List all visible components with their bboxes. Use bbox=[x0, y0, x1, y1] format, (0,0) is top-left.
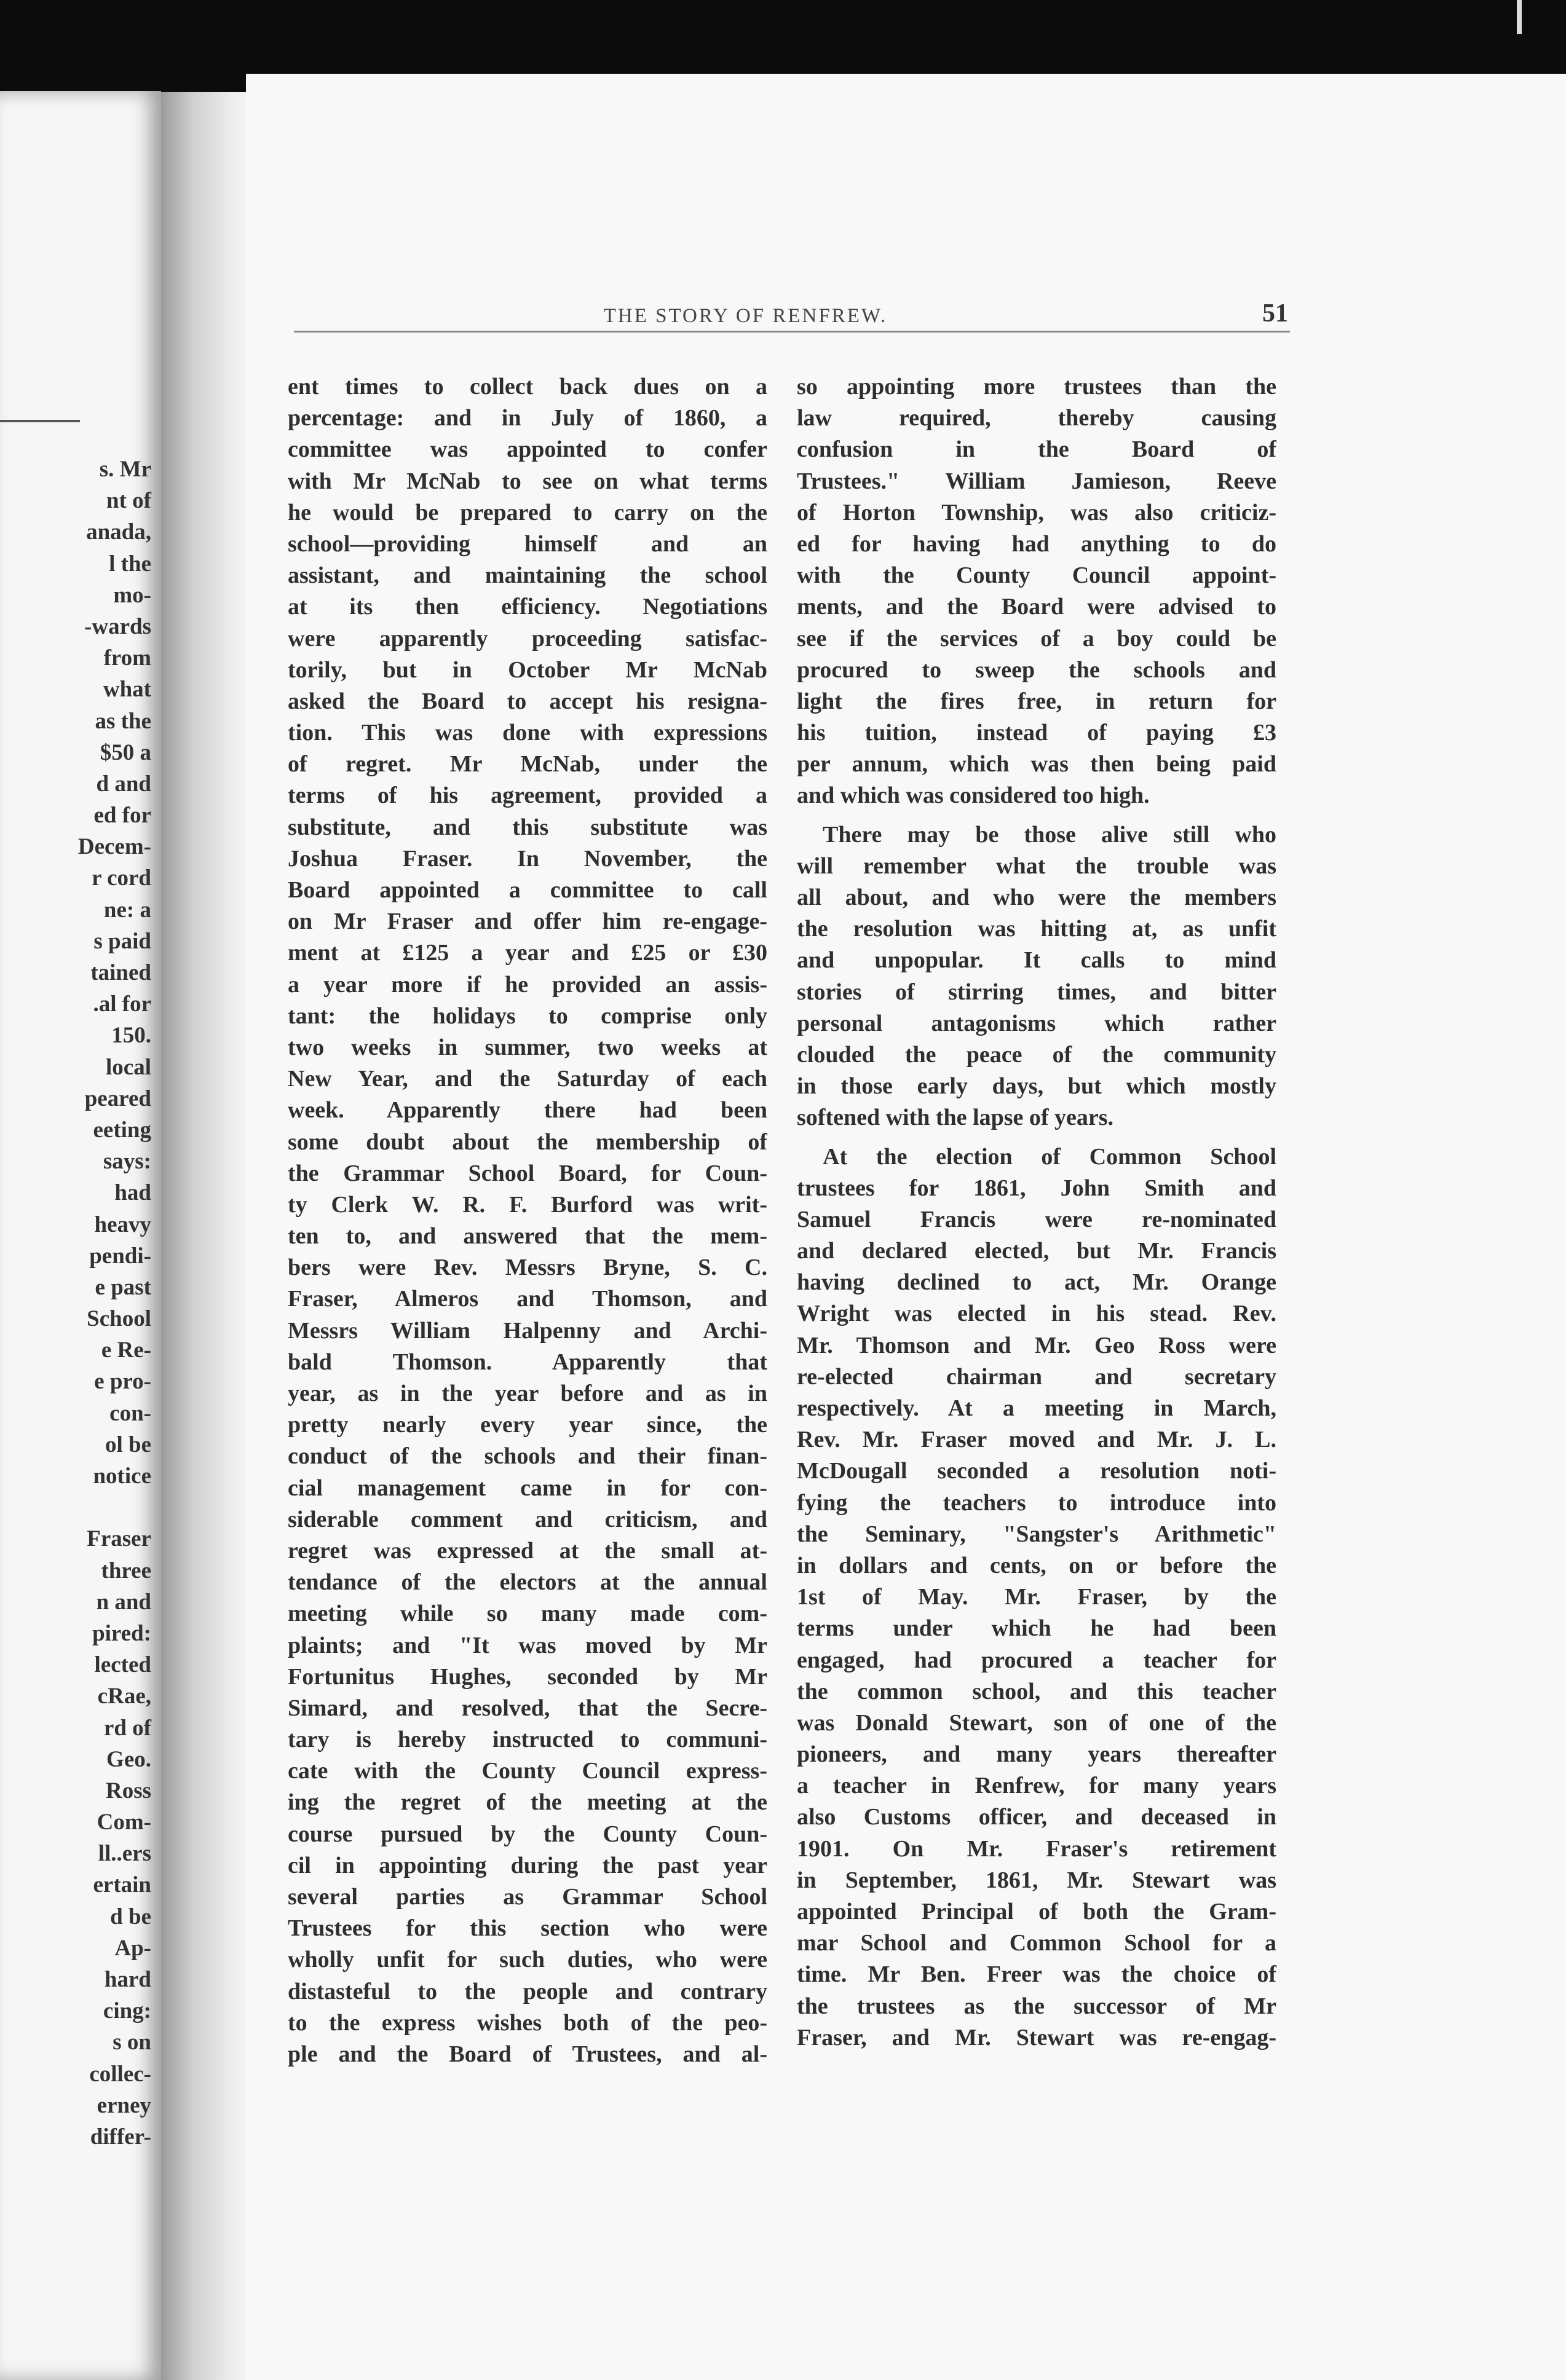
text-line: Trustees for this section who were bbox=[288, 1915, 767, 1942]
paragraph-gap bbox=[797, 812, 1276, 819]
text-line: tary is hereby instructed to communi- bbox=[288, 1727, 767, 1753]
text-line: respectively. At a meeting in March, bbox=[797, 1395, 1276, 1421]
previous-page-line: d be bbox=[110, 1904, 151, 1929]
text-line: law required, thereby causing bbox=[797, 405, 1276, 431]
previous-page-line: mo- bbox=[113, 582, 151, 608]
previous-page-line: erney bbox=[97, 2092, 151, 2118]
text-line: several parties as Grammar School bbox=[288, 1884, 767, 1910]
text-line: the trustees as the successor of Mr bbox=[797, 1993, 1276, 2019]
text-line: time. Mr Ben. Freer was the choice of bbox=[797, 1961, 1276, 1988]
text-line: tant: the holidays to comprise only bbox=[288, 1003, 767, 1029]
text-line: There may be those alive still who bbox=[823, 821, 1276, 848]
previous-page-line: ll..ers bbox=[98, 1841, 151, 1867]
previous-page-line: had bbox=[114, 1180, 151, 1206]
previous-page-line: -wards bbox=[84, 613, 151, 639]
book-page bbox=[246, 74, 1566, 2380]
header-rule bbox=[294, 331, 1290, 333]
previous-page-line: Ap- bbox=[114, 1935, 151, 1961]
text-line: New Year, and the Saturday of each bbox=[288, 1066, 767, 1092]
text-line: year, as in the year before and as in bbox=[288, 1381, 767, 1406]
text-line: Wright was elected in his stead. Rev. bbox=[797, 1301, 1276, 1327]
text-line: pioneers, and many years thereafter bbox=[797, 1741, 1276, 1768]
text-line: meeting while so many made com- bbox=[288, 1601, 767, 1627]
text-line: he would be prepared to carry on the bbox=[288, 499, 767, 526]
text-line: ent times to collect back dues on a bbox=[288, 374, 767, 400]
previous-page-line: heavy bbox=[94, 1212, 151, 1237]
text-line: see if the services of a boy could be bbox=[797, 625, 1276, 652]
text-column-right bbox=[797, 371, 1276, 2054]
text-line: Messrs William Halpenny and Archi- bbox=[288, 1317, 767, 1344]
text-line: cate with the County Council express- bbox=[288, 1758, 767, 1784]
text-line: Fortunitus Hughes, seconded by Mr bbox=[288, 1663, 767, 1690]
text-line: bers were Rev. Messrs Bryne, S. C. bbox=[288, 1255, 767, 1281]
text-line: also Customs officer, and deceased in bbox=[797, 1804, 1276, 1830]
previous-page-line: lected bbox=[94, 1652, 151, 1678]
previous-page-line: s on bbox=[113, 2030, 151, 2055]
previous-page-line: Geo. bbox=[106, 1746, 151, 1772]
text-column-left bbox=[288, 371, 767, 2070]
text-line: asked the Board to accept his resigna- bbox=[288, 688, 767, 714]
text-line: on Mr Fraser and offer him re-engage- bbox=[288, 908, 767, 935]
text-line: percentage: and in July of 1860, a bbox=[288, 405, 767, 431]
text-line: confusion in the Board of bbox=[797, 436, 1276, 463]
text-line: ple and the Board of Trustees, and al- bbox=[288, 2041, 767, 2067]
text-line: Board appointed a committee to call bbox=[288, 877, 767, 903]
book-gutter bbox=[161, 92, 253, 2380]
previous-page-line: anada, bbox=[86, 519, 151, 545]
text-line: of Horton Township, was also criticiz- bbox=[797, 499, 1276, 526]
text-line: with Mr McNab to see on what terms bbox=[288, 468, 767, 494]
text-line: of regret. Mr McNab, under the bbox=[288, 751, 767, 778]
previous-page-line: Fraser bbox=[87, 1526, 151, 1552]
previous-page-line: local bbox=[106, 1054, 151, 1080]
previous-page-line: s paid bbox=[93, 928, 151, 954]
text-line: the common school, and this teacher bbox=[797, 1678, 1276, 1704]
running-head: THE STORY OF RENFREW. bbox=[603, 305, 888, 327]
text-line: a year more if he provided an assis- bbox=[288, 971, 767, 998]
previous-page-line: Decem- bbox=[77, 834, 151, 860]
previous-page-line: cRae, bbox=[97, 1684, 151, 1709]
text-line: ed for having had anything to do bbox=[797, 530, 1276, 557]
previous-page-line: rd of bbox=[103, 1715, 151, 1741]
text-line: tion. This was done with expressions bbox=[288, 720, 767, 746]
text-line: regret was expressed at the small at- bbox=[288, 1537, 767, 1564]
text-line: a teacher in Renfrew, for many years bbox=[797, 1773, 1276, 1799]
text-line: to the express wishes both of the peo- bbox=[288, 2009, 767, 2036]
previous-page-line: ertain bbox=[93, 1872, 151, 1898]
text-line: torily, but in October Mr McNab bbox=[288, 656, 767, 683]
text-line: assistant, and maintaining the school bbox=[288, 562, 767, 589]
previous-page-edge bbox=[0, 91, 161, 2380]
previous-page-line: $50 a bbox=[100, 739, 151, 765]
text-line: school—providing himself and an bbox=[288, 530, 767, 557]
text-line: course pursued by the County Coun- bbox=[288, 1821, 767, 1847]
text-line: bald Thomson. Apparently that bbox=[288, 1349, 767, 1375]
previous-page-text bbox=[4, 454, 151, 2153]
text-line: cial management came in for con- bbox=[288, 1475, 767, 1501]
text-line: committee was appointed to confer bbox=[288, 436, 767, 463]
text-line: in September, 1861, Mr. Stewart was bbox=[797, 1867, 1276, 1893]
text-line: procured to sweep the schools and bbox=[797, 656, 1276, 683]
text-line: were apparently proceeding satisfac- bbox=[288, 625, 767, 652]
text-line: 1st of May. Mr. Fraser, by the bbox=[797, 1584, 1276, 1610]
text-line: ments, and the Board were advised to bbox=[797, 594, 1276, 620]
previous-page-line: eeting bbox=[93, 1117, 151, 1143]
text-line: some doubt about the membership of bbox=[288, 1129, 767, 1155]
text-line: was Donald Stewart, son of one of the bbox=[797, 1709, 1276, 1736]
previous-page-line: says: bbox=[103, 1149, 151, 1175]
previous-page-line: r cord bbox=[92, 865, 151, 891]
previous-page-line: .al for bbox=[93, 991, 151, 1017]
text-line: and declared elected, but Mr. Francis bbox=[797, 1238, 1276, 1264]
previous-page-line: s. Mr bbox=[99, 457, 151, 482]
text-line: McDougall seconded a resolution noti- bbox=[797, 1458, 1276, 1484]
previous-page-line: differ- bbox=[90, 2124, 151, 2149]
text-line: trustees for 1861, John Smith and bbox=[797, 1175, 1276, 1201]
text-line: at its then efficiency. Negotiations bbox=[288, 594, 767, 620]
previous-page-line: from bbox=[103, 645, 151, 671]
previous-page-line: nt of bbox=[106, 488, 151, 514]
text-line: Rev. Mr. Fraser moved and Mr. J. L. bbox=[797, 1427, 1276, 1453]
page-number: 51 bbox=[1262, 299, 1288, 328]
text-line: week. Apparently there had been bbox=[288, 1097, 767, 1124]
text-line: in those early days, but which mostly bbox=[797, 1073, 1276, 1100]
text-line: At the election of Common School bbox=[823, 1143, 1276, 1170]
text-line: in dollars and cents, on or before the bbox=[797, 1552, 1276, 1578]
text-line: the Grammar School Board, for Coun- bbox=[288, 1160, 767, 1186]
text-line: Simard, and resolved, that the Secre- bbox=[288, 1695, 767, 1721]
previous-page-line: tained bbox=[90, 960, 151, 985]
text-line: two weeks in summer, two weeks at bbox=[288, 1034, 767, 1060]
text-line: tendance of the electors at the annual bbox=[288, 1569, 767, 1596]
previous-page-line: n and bbox=[96, 1589, 151, 1615]
text-line: softened with the lapse of years. bbox=[797, 1105, 1114, 1131]
previous-page-line: peared bbox=[84, 1086, 151, 1111]
previous-page-line: e past bbox=[95, 1274, 151, 1300]
text-line: Samuel Francis were re-nominated bbox=[797, 1206, 1276, 1232]
previous-page-line: pendi- bbox=[89, 1243, 151, 1269]
text-line: cil in appointing during the past year bbox=[288, 1852, 767, 1878]
previous-page-line: hard bbox=[104, 1967, 151, 1992]
previous-page-line: cing: bbox=[103, 1998, 151, 2024]
previous-page-line: notice bbox=[93, 1464, 151, 1489]
text-line: Joshua Fraser. In November, the bbox=[288, 845, 767, 872]
previous-page-line: l the bbox=[109, 551, 151, 577]
text-line: Fraser, and Mr. Stewart was re-engag- bbox=[797, 2024, 1276, 2051]
previous-page-line: d and bbox=[96, 771, 151, 797]
text-line: ty Clerk W. R. F. Burford was writ- bbox=[288, 1191, 767, 1218]
text-line: terms under which he had been bbox=[797, 1615, 1276, 1642]
text-line: so appointing more trustees than the bbox=[797, 374, 1276, 400]
previous-page-line: School bbox=[87, 1306, 151, 1332]
previous-page-line: ol be bbox=[105, 1432, 151, 1457]
text-line: substitute, and this substitute was bbox=[288, 814, 767, 840]
text-line: 1901. On Mr. Fraser's retirement bbox=[797, 1835, 1276, 1862]
text-line: plaints; and "It was moved by Mr bbox=[288, 1632, 767, 1658]
text-line: personal antagonisms which rather bbox=[797, 1010, 1276, 1036]
text-line: engaged, had procured a teacher for bbox=[797, 1647, 1276, 1673]
text-line: all about, and who were the members bbox=[797, 885, 1276, 910]
text-line: conduct of the schools and their finan- bbox=[288, 1443, 767, 1470]
text-line: will remember what the trouble was bbox=[797, 853, 1276, 879]
previous-page-line: ne: a bbox=[103, 897, 151, 923]
text-line: fying the teachers to introduce into bbox=[797, 1489, 1276, 1516]
previous-page-line: ed for bbox=[93, 803, 151, 829]
text-line: clouded the peace of the community bbox=[797, 1041, 1276, 1068]
text-line: the resolution was hitting at, as unfit bbox=[797, 916, 1276, 942]
text-line: Trustees." William Jamieson, Reeve bbox=[797, 468, 1276, 494]
text-line: mar School and Common School for a bbox=[797, 1930, 1276, 1956]
previous-page-line: pired: bbox=[92, 1620, 151, 1646]
text-line: ment at £125 a year and £25 or £30 bbox=[288, 940, 767, 966]
previous-page-line bbox=[4, 1492, 151, 1523]
text-line: with the County Council appoint- bbox=[797, 562, 1276, 589]
text-line: stories of stirring times, and bitter bbox=[797, 979, 1276, 1005]
scan-artifact bbox=[1517, 0, 1522, 34]
text-line: wholly unfit for such duties, who were bbox=[288, 1947, 767, 1973]
text-line: Fraser, Almeros and Thomson, and bbox=[288, 1286, 767, 1312]
text-line: Mr. Thomson and Mr. Geo Ross were bbox=[797, 1332, 1276, 1358]
text-line: and unpopular. It calls to mind bbox=[797, 947, 1276, 974]
text-line: siderable comment and criticism, and bbox=[288, 1506, 767, 1532]
previous-page-line: con- bbox=[109, 1400, 151, 1426]
previous-page-line: e pro- bbox=[94, 1369, 151, 1395]
text-line: having declined to act, Mr. Orange bbox=[797, 1269, 1276, 1296]
previous-page-line: Ross bbox=[105, 1778, 151, 1803]
previous-page-line: Com- bbox=[97, 1810, 151, 1835]
previous-page-rule bbox=[0, 420, 80, 422]
text-line: pretty nearly every year since, the bbox=[288, 1412, 767, 1438]
text-line: light the fires free, in return for bbox=[797, 688, 1276, 714]
previous-page-line: collec- bbox=[89, 2061, 151, 2087]
text-line: ten to, and answered that the mem- bbox=[288, 1223, 767, 1250]
previous-page-line: as the bbox=[95, 708, 151, 734]
previous-page-line: e Re- bbox=[101, 1338, 151, 1363]
text-line: and which was considered too high. bbox=[797, 782, 1150, 809]
text-line: ing the regret of the meeting at the bbox=[288, 1789, 767, 1816]
text-line: re-elected chairman and secretary bbox=[797, 1363, 1276, 1390]
text-line: per annum, which was then being paid bbox=[797, 751, 1276, 778]
text-line: his tuition, instead of paying £3 bbox=[797, 720, 1276, 746]
previous-page-line: what bbox=[103, 677, 151, 703]
paragraph-gap bbox=[797, 1134, 1276, 1141]
text-line: distasteful to the people and contrary bbox=[288, 1978, 767, 2004]
previous-page-line: three bbox=[101, 1558, 151, 1583]
text-line: appointed Principal of both the Gram- bbox=[797, 1899, 1276, 1925]
text-line: the Seminary, "Sangster's Arithmetic" bbox=[797, 1521, 1276, 1547]
text-line: terms of his agreement, provided a bbox=[288, 782, 767, 809]
previous-page-line: 150. bbox=[111, 1023, 151, 1049]
